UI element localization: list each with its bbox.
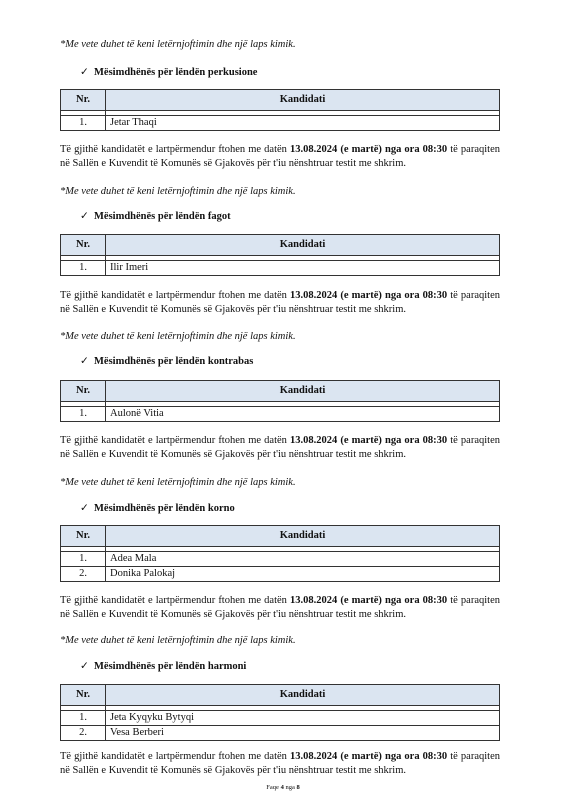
- candidates-table-perkusione: [60, 89, 500, 131]
- invitation-paragraph: Të gjithë kandidatët e lartpërmendur ftohen me datën 13.08.2024 (e martë) nga ora 08:30 të paraqiten në Sallën e Kuvendit të Komunës së Gjakovës për t'iu nënshtruar testit me shkrim.: [60, 595, 500, 621]
- row-number: 2.: [61, 567, 106, 582]
- candidates-table-harmoni: [60, 684, 500, 741]
- table-row: [61, 711, 500, 726]
- invitation-paragraph: Të gjithë kandidatët e lartpërmendur ftohen me datën 13.08.2024 (e martë) nga ora 08:30 të paraqiten në Sallën e Kuvendit të Komunës së Gjakovës për t'iu nënshtruar testit me shkrim.: [60, 435, 500, 461]
- column-header-nr: Nr.: [61, 685, 106, 706]
- section-heading-text: Mësimdhënës për lëndën perkusione: [94, 67, 258, 78]
- checkmark-icon: ✓: [80, 661, 89, 672]
- checkmark-icon: ✓: [80, 503, 89, 514]
- column-header-kandidati: Kandidati: [106, 526, 500, 547]
- candidate-name: Ilir Imeri: [106, 261, 500, 276]
- note: *Me vete duhet të keni letërnjoftimin dhe një laps kimik.: [60, 477, 296, 488]
- column-header-nr: Nr.: [61, 381, 106, 402]
- note-top: *Me vete duhet të keni letërnjoftimin dhe një laps kimik.: [60, 39, 296, 50]
- section-heading-kontrabas: [80, 355, 253, 369]
- section-heading-harmoni: [80, 660, 246, 674]
- row-number: 1.: [61, 711, 106, 726]
- table-row: [61, 407, 500, 422]
- section-heading-text: Mësimdhënës për lëndën fagot: [94, 211, 231, 222]
- note: *Me vete duhet të keni letërnjoftimin dhe një laps kimik.: [60, 331, 296, 342]
- row-number: 1.: [61, 116, 106, 131]
- section-heading-korno: [80, 502, 235, 516]
- invitation-paragraph: Të gjithë kandidatët e lartpërmendur ftohen me datën 13.08.2024 (e martë) nga ora 08:30 të paraqiten në Sallën e Kuvendit të Komunës së Gjakovës për t'iu nënshtruar testit me shkrim.: [60, 144, 500, 170]
- section-heading-text: Mësimdhënës për lëndën harmoni: [94, 661, 247, 672]
- table-row: [61, 261, 500, 276]
- table-row: [61, 726, 500, 741]
- candidate-name: Aulonë Vitia: [106, 407, 500, 422]
- table-row: [61, 116, 500, 131]
- candidate-name: Jetar Thaqi: [106, 116, 500, 131]
- candidates-table-kontrabas: [60, 380, 500, 422]
- section-heading-perkusione: [80, 66, 257, 80]
- column-header-kandidati: Kandidati: [106, 90, 500, 111]
- column-header-kandidati: Kandidati: [106, 381, 500, 402]
- candidate-name: Donika Palokaj: [106, 567, 500, 582]
- table-row: [61, 552, 500, 567]
- row-number: 1.: [61, 407, 106, 422]
- table-row: [61, 567, 500, 582]
- column-header-nr: Nr.: [61, 90, 106, 111]
- page-footer: Faqe 4 nga 8: [266, 784, 300, 791]
- row-number: 1.: [61, 261, 106, 276]
- candidate-name: Jeta Kyqyku Bytyqi: [106, 711, 500, 726]
- column-header-kandidati: Kandidati: [106, 685, 500, 706]
- candidate-name: Adea Mala: [106, 552, 500, 567]
- note: *Me vete duhet të keni letërnjoftimin dhe një laps kimik.: [60, 635, 296, 646]
- candidates-table-fagot: [60, 234, 500, 276]
- checkmark-icon: ✓: [80, 211, 89, 222]
- column-header-kandidati: Kandidati: [106, 235, 500, 256]
- note: *Me vete duhet të keni letërnjoftimin dhe një laps kimik.: [60, 186, 296, 197]
- section-heading-text: Mësimdhënës për lëndën korno: [94, 503, 235, 514]
- section-heading-text: Mësimdhënës për lëndën kontrabas: [94, 356, 254, 367]
- invitation-paragraph: Të gjithë kandidatët e lartpërmendur ftohen me datën 13.08.2024 (e martë) nga ora 08:30 të paraqiten në Sallën e Kuvendit të Komunës së Gjakovës për t'iu nënshtruar testit me shkrim.: [60, 290, 500, 316]
- candidate-name: Vesa Berberi: [106, 726, 500, 741]
- candidates-table-korno: [60, 525, 500, 582]
- column-header-nr: Nr.: [61, 235, 106, 256]
- row-number: 1.: [61, 552, 106, 567]
- checkmark-icon: ✓: [80, 356, 89, 367]
- row-number: 2.: [61, 726, 106, 741]
- invitation-paragraph: Të gjithë kandidatët e lartpërmendur ftohen me datën 13.08.2024 (e martë) nga ora 08:30 të paraqiten në Sallën e Kuvendit të Komunës së Gjakovës për t'iu nënshtruar testit me shkrim.: [60, 751, 500, 777]
- checkmark-icon: ✓: [80, 67, 89, 78]
- section-heading-fagot: [80, 210, 231, 224]
- column-header-nr: Nr.: [61, 526, 106, 547]
